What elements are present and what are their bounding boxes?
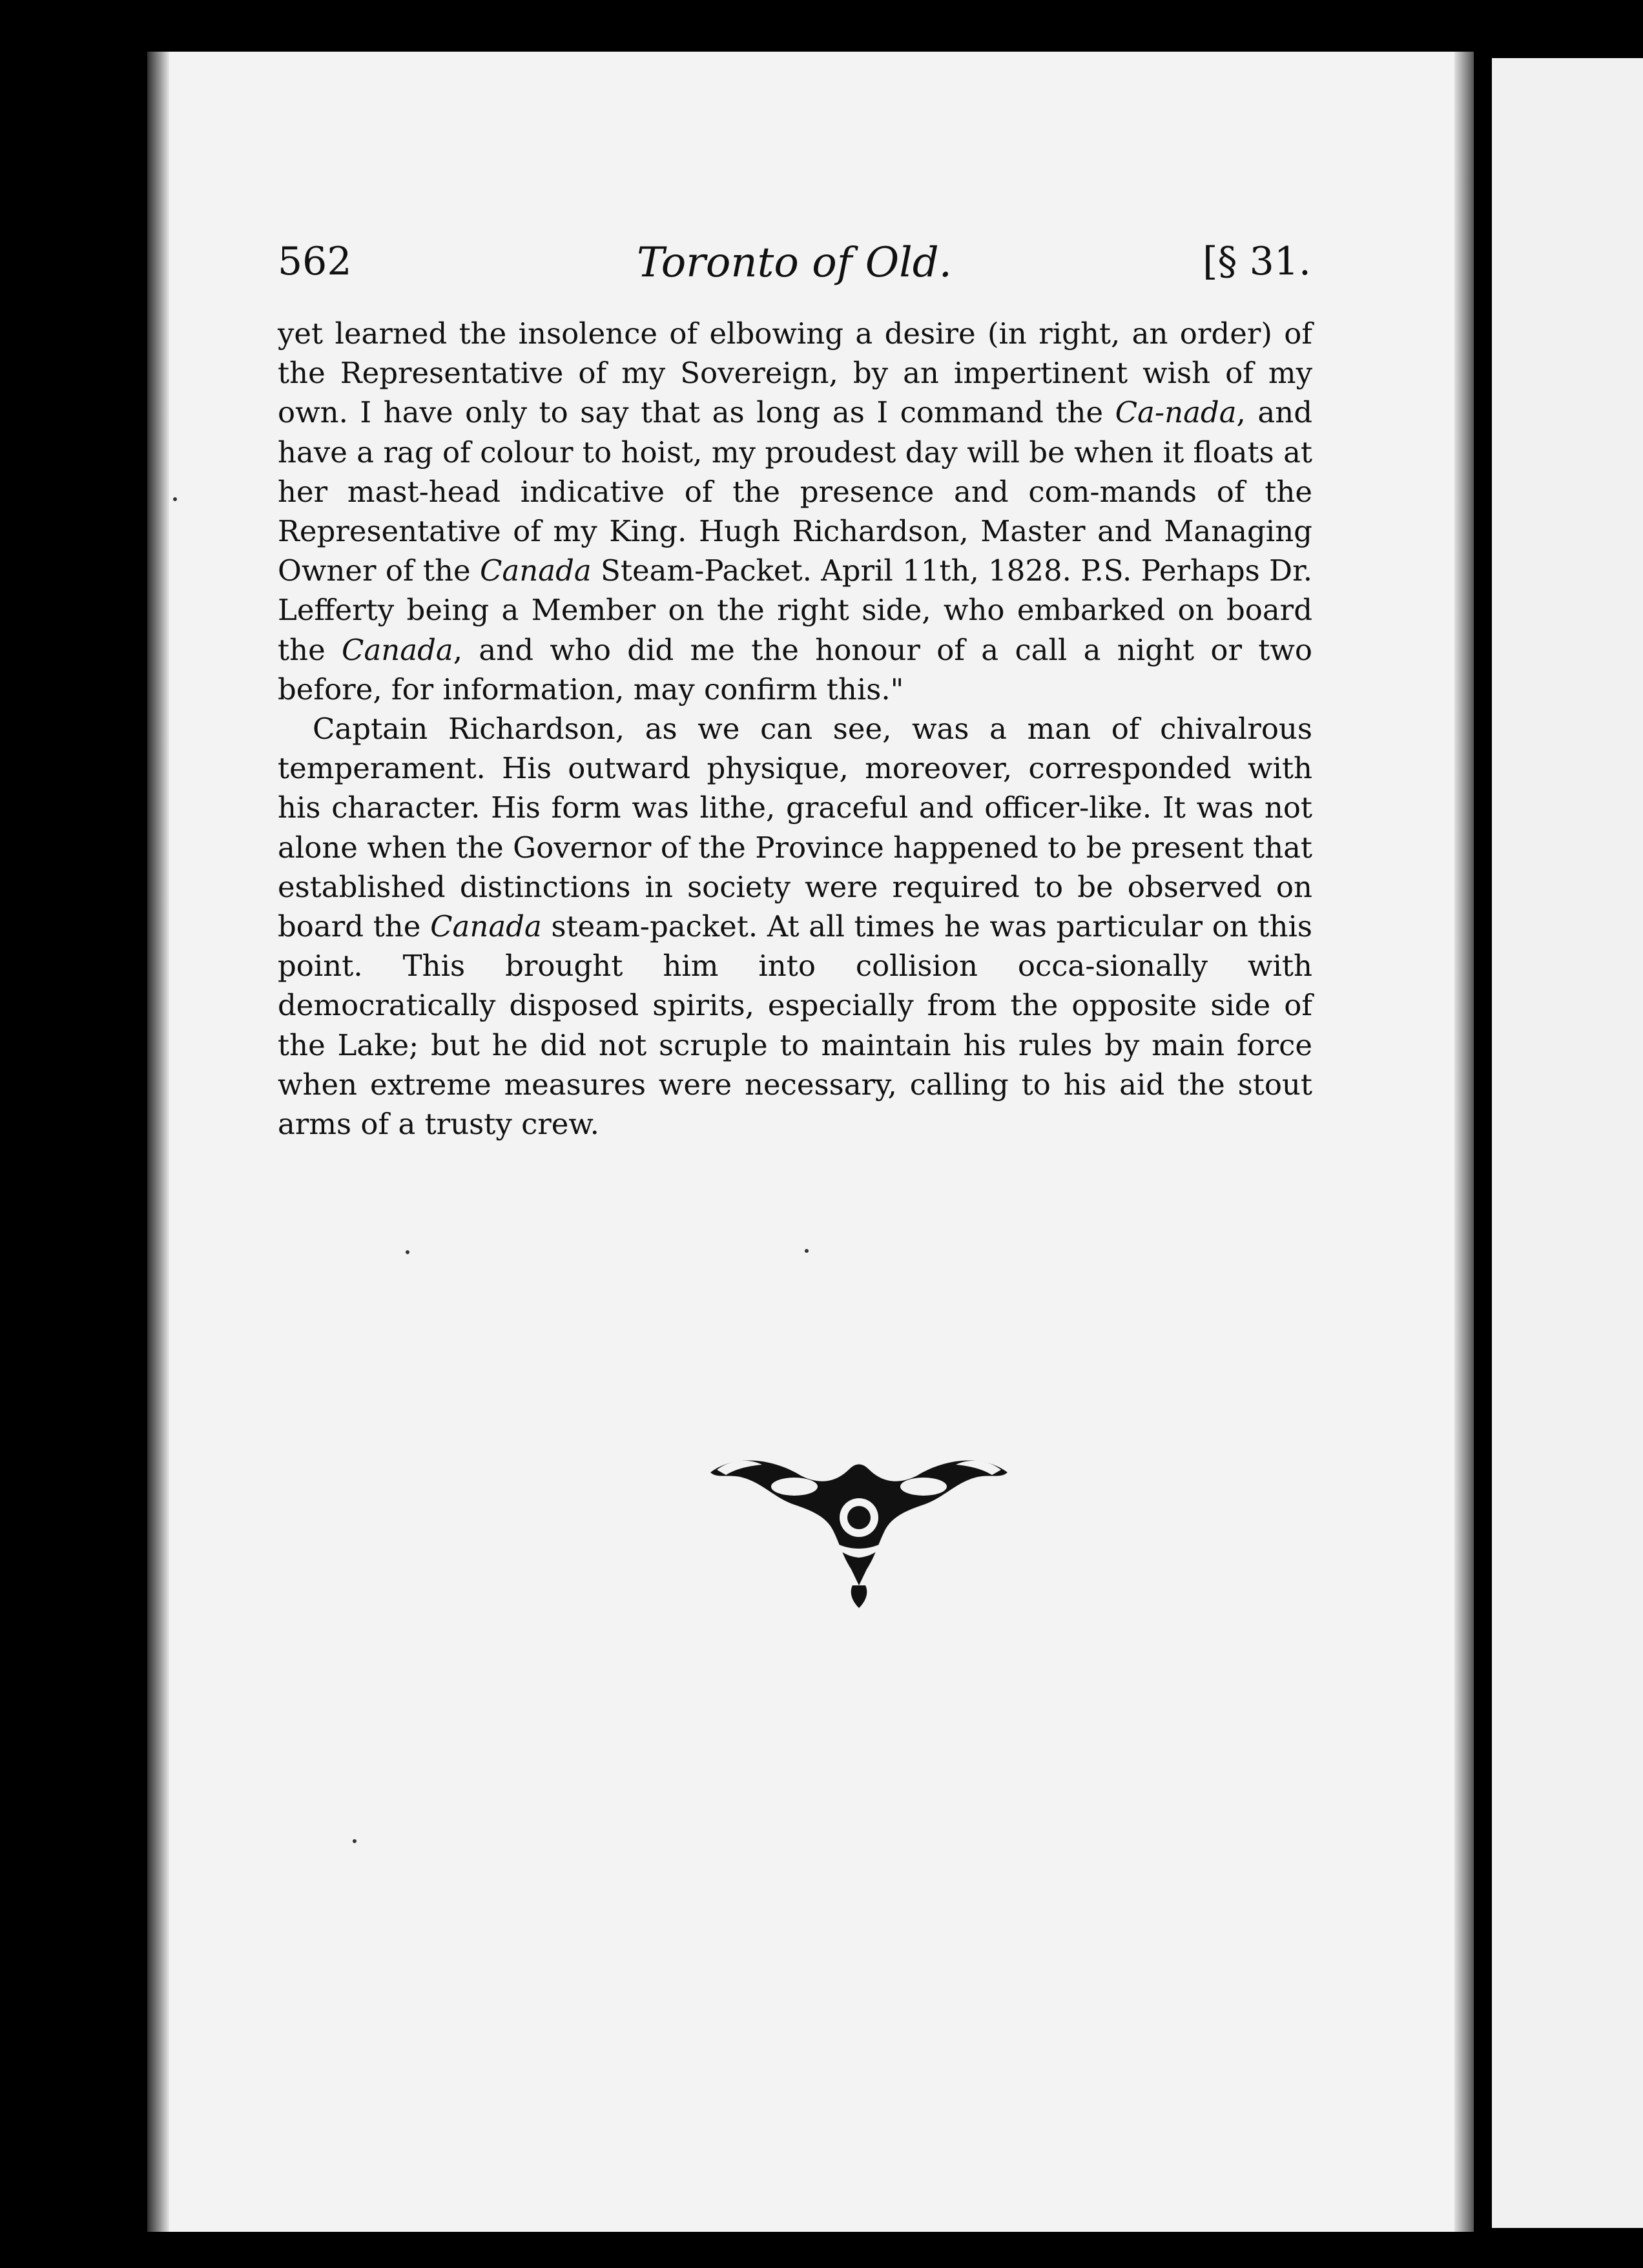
text-run: Captain Richardson, as we can see, was a man of chivalrous temperament. His outward physique, moreover, corresponded with his character. His form was lithe, graceful and officer-like. It was not alone when the Governor of the Province happened to be present that established distinctions in society were required to be observed on board the: [278, 712, 1312, 944]
running-title: Toronto of Old.: [637, 239, 952, 287]
text-run: , and have a rag of colour to hoist, my proudest day will be when it floats at her mast-head indicative of the presence and com-mands of the Representative of my King. Hugh Richardson, Master and Managing Owner of the: [278, 395, 1312, 588]
paragraph: [278, 314, 1312, 709]
scan-speck: [173, 497, 177, 501]
paragraph: [278, 709, 1312, 1144]
scan-speck: [406, 1250, 409, 1254]
section-marker: [§ 31.: [1203, 239, 1311, 284]
text-run: , and who did me the honour of a call a night or two before, for information, may confirm this.": [278, 632, 1312, 706]
running-head: [278, 239, 1311, 304]
text-run: steam-packet. At all times he was particular on this point. This brought him into collision occa-sionally with democratically disposed spirits, especially from the opposite side of the Lake; but he did not scruple to maintain his rules by main force when extreme measures were necessary, calling to his aid the stout arms of a trusty crew.: [278, 909, 1312, 1142]
body-text: [278, 314, 1312, 1144]
binding-shadow: [147, 52, 169, 2232]
italic-text-run: Canada: [480, 553, 592, 588]
italic-text-run: Canada: [430, 909, 542, 944]
scan-speck: [805, 1249, 809, 1253]
text-run: yet learned the insolence of elbowing a desire (in right, an order) of the Representative of my Sovereign, by an impertinent wish of my own. I have only to say that as long as I command the: [278, 316, 1312, 430]
scan-speck: [353, 1839, 356, 1843]
opposite-page-edge: [1492, 58, 1643, 2228]
text-run: Steam-Packet. April 11th, 1828. P.S. Perhaps Dr. Lefferty being a Member on the right side, who embarked on board the: [278, 553, 1313, 667]
italic-text-run: Canada: [342, 632, 453, 667]
page-number: 562: [278, 239, 352, 284]
tailpiece-ornament-icon: [698, 1447, 1020, 1614]
italic-text-run: Ca-nada: [1115, 395, 1237, 430]
page-edge-shadow: [1454, 52, 1474, 2232]
